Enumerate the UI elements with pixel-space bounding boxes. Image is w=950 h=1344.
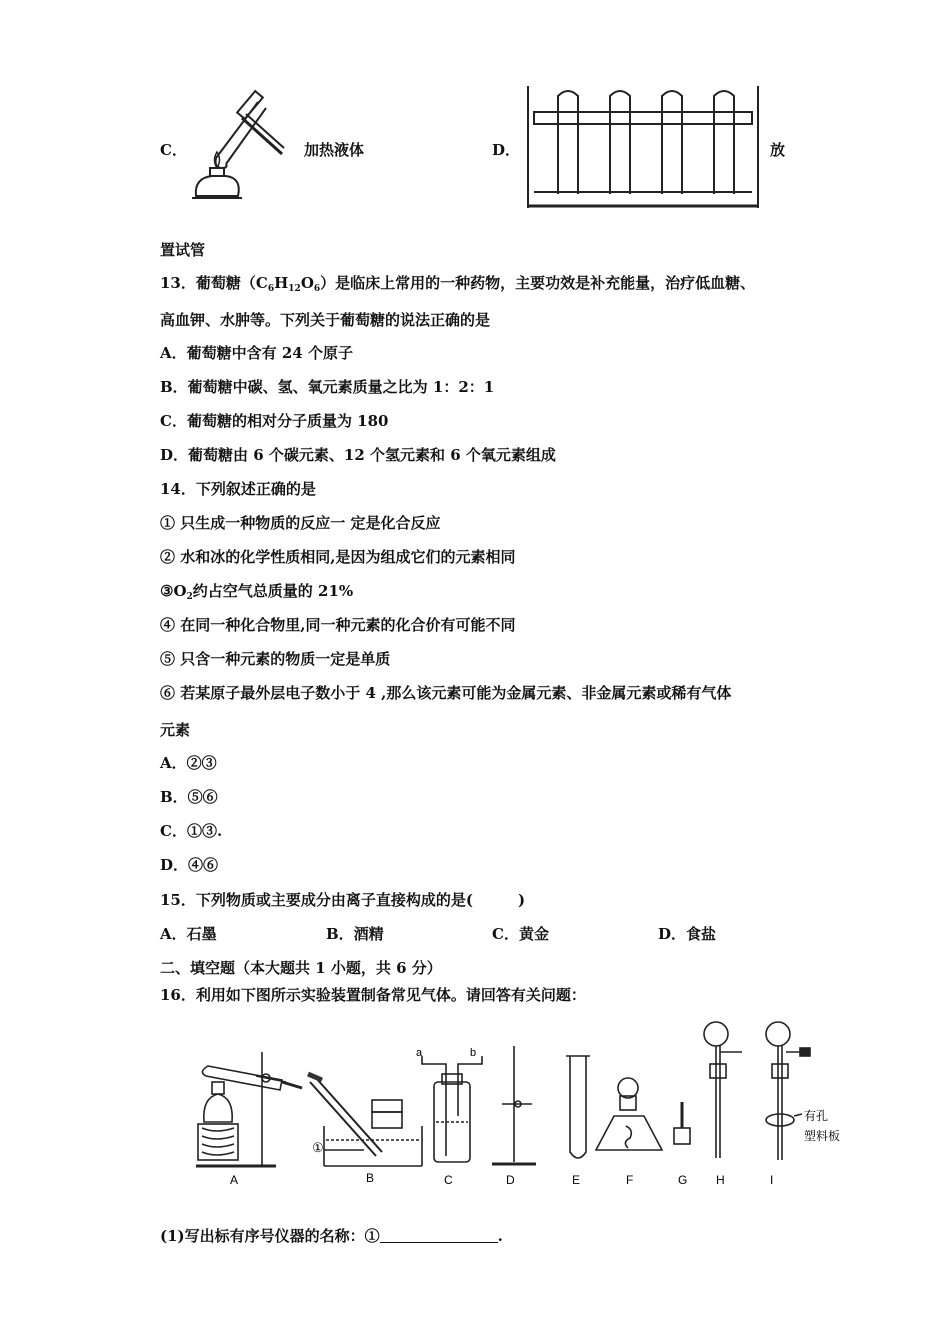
apparatus-label-c: C xyxy=(444,1173,453,1187)
q14-statement-1: ① 只生成一种物质的反应一 定是化合反应 xyxy=(160,514,441,532)
q14-option-c: C．①③. xyxy=(160,822,223,840)
apparatus-label-f: F xyxy=(626,1173,634,1187)
q15-stem: 15．下列物质或主要成分由离子直接构成的是( ) xyxy=(160,891,526,909)
test-tube-rack-figure xyxy=(524,86,764,210)
q14-statement-5: ⑤ 只含一种元素的物质一定是单质 xyxy=(160,650,391,668)
apparatus-label-h: H xyxy=(716,1173,725,1187)
q15-option-c: C．黄金 xyxy=(492,925,549,943)
apparatus-label-d: D xyxy=(506,1173,515,1187)
apparatus-label-g: G xyxy=(678,1173,688,1187)
q14-option-b: B．⑤⑥ xyxy=(160,788,218,806)
q13-stem-line1: 13．葡萄糖$(C_6H_{12}O_6)$是临床上常用的一种药物，主要功效是补充能量，治疗低血糖、 xyxy=(160,274,756,294)
apparatus-label-e: E xyxy=(572,1173,581,1187)
q14-stem: 14．下列叙述正确的是 xyxy=(160,480,316,498)
q15-option-b: B．酒精 xyxy=(326,925,384,943)
q14-statement-4: ④ 在同一种化合物里,同一种元素的化合价有可能不同 xyxy=(160,616,516,634)
q13-option-d: D．葡萄糖由 6 个碳元素、12 个氢元素和 6 个氧元素组成 xyxy=(160,446,556,464)
option-c-letter: C． xyxy=(160,141,187,159)
q14-statement-6: ⑥ 若某原子最外层电子数小于 4 ,那么该元素可能为金属元素、非金属元素或稀有气体 xyxy=(160,684,732,702)
answer-blank[interactable] xyxy=(380,1228,498,1243)
q14-statement-3: $③O_2$约占空气总质量的 21% xyxy=(160,582,354,602)
q13-option-a: A．葡萄糖中含有 24 个原子 xyxy=(160,344,353,362)
board-label-2: 塑料板 xyxy=(804,1129,841,1143)
q13-option-c: C．葡萄糖的相对分子质量为 180 xyxy=(160,412,389,430)
q13-option-b: B．葡萄糖中碳、氢、氧元素质量之比为 1：2：1 xyxy=(160,378,495,396)
option-d-text-part1: 放 xyxy=(770,141,786,159)
label-b: b xyxy=(470,1047,477,1059)
q13-stem-line2: 高血钾、水肿等。下列关于葡萄糖的说法正确的是 xyxy=(160,311,491,329)
board-label-1: 有孔 xyxy=(804,1109,829,1123)
apparatus-figure xyxy=(186,1016,856,1187)
apparatus-label-a: A xyxy=(230,1173,239,1187)
q14-option-d: D．④⑥ xyxy=(160,856,219,874)
q14-statement-6-cont: 元素 xyxy=(160,721,191,739)
q15-option-a: A．石墨 xyxy=(160,925,217,943)
marker-1: ① xyxy=(312,1140,324,1155)
option-d-letter: D． xyxy=(492,141,521,159)
heating-liquid-figure xyxy=(186,96,286,208)
label-a: a xyxy=(416,1047,423,1059)
option-d-text-part2: 置试管 xyxy=(160,241,206,259)
apparatus-label-i: I xyxy=(770,1173,774,1187)
section-heading: 二、填空题（本大题共 1 小题，共 6 分） xyxy=(160,959,442,977)
apparatus-label-b: B xyxy=(366,1171,375,1185)
q15-option-d: D．食盐 xyxy=(658,925,717,943)
q16-subquestion-1: (1)写出标有序号仪器的名称：① . xyxy=(160,1227,503,1245)
q14-statement-2: ② 水和冰的化学性质相同,是因为组成它们的元素相同 xyxy=(160,548,516,566)
option-c-text: 加热液体 xyxy=(304,141,365,159)
q16-stem: 16．利用如下图所示实验装置制备常见气体。请回答有关问题： xyxy=(160,986,586,1004)
q14-option-a: A．②③ xyxy=(160,754,217,772)
